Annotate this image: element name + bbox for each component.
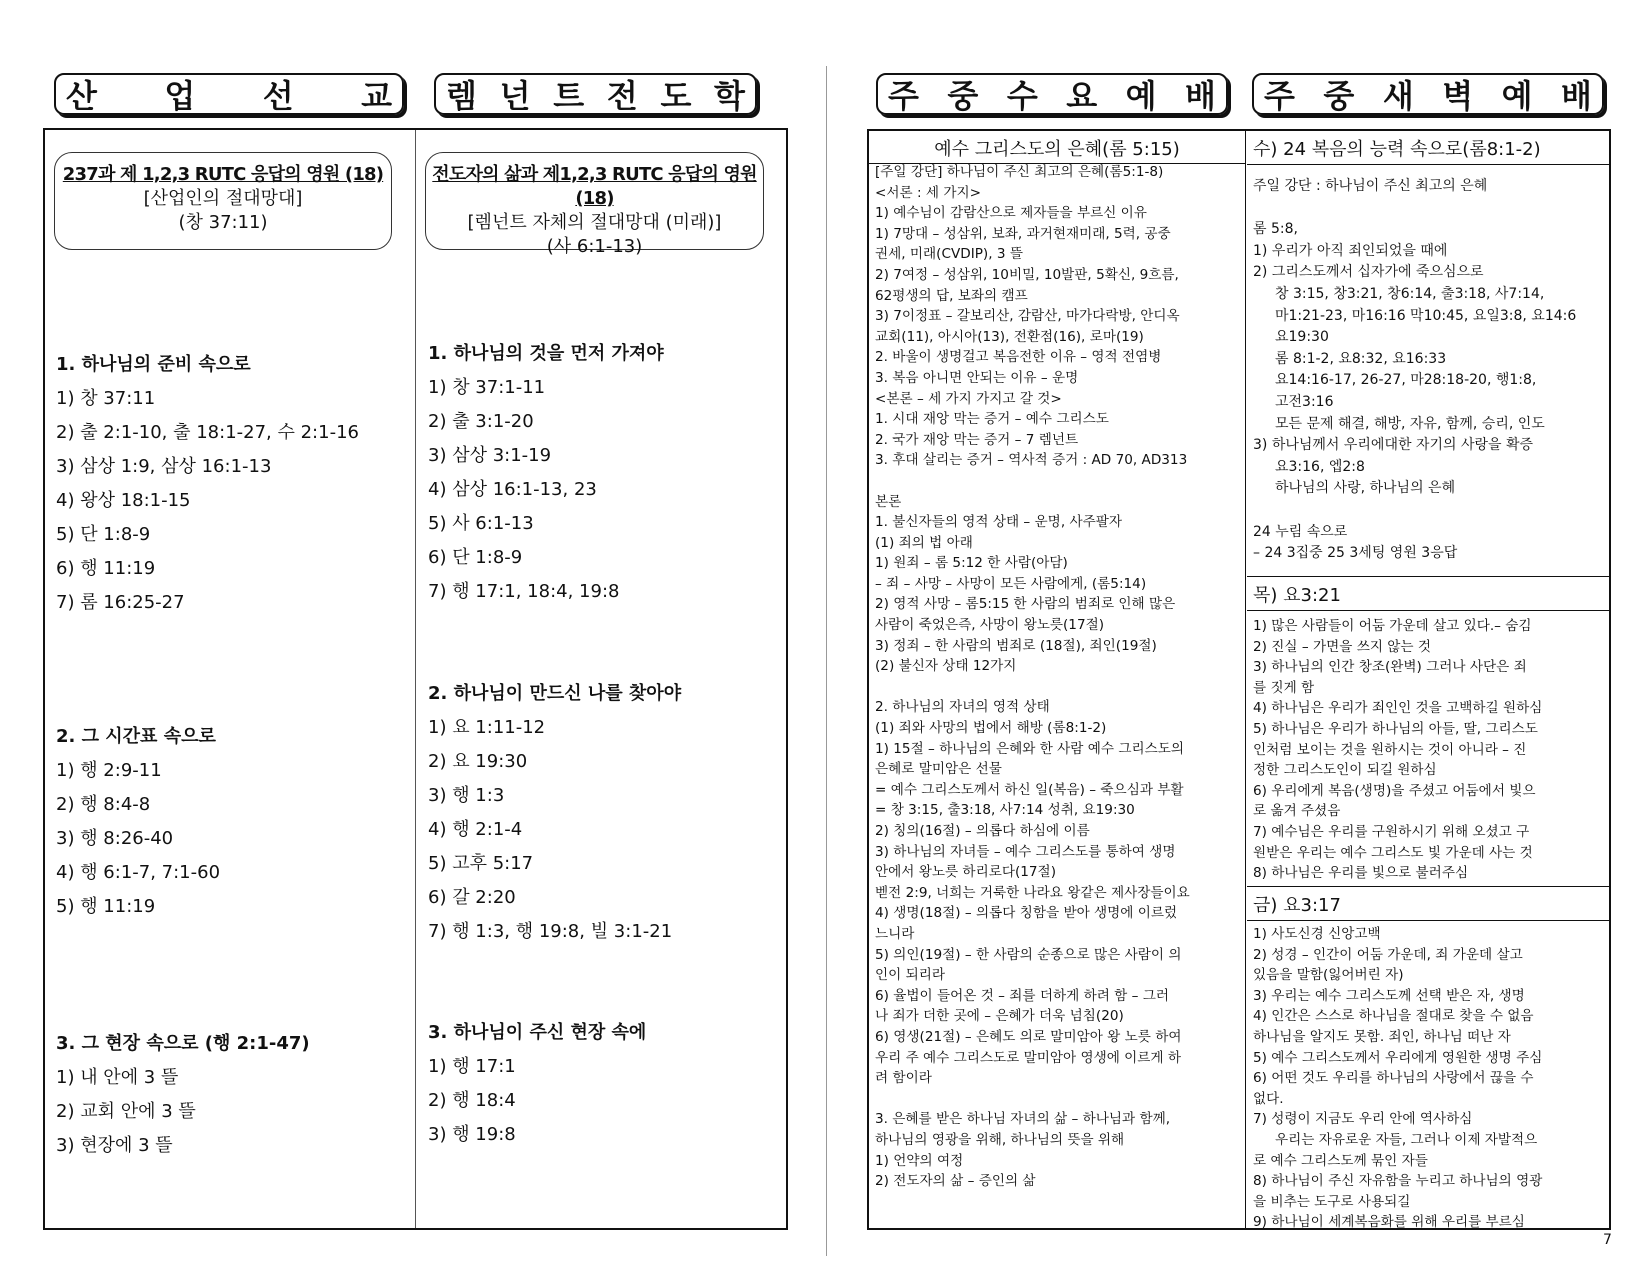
text-line: = 예수 그리스도께서 하신 일(복음) – 죽으심과 부활	[875, 781, 1184, 798]
text-line: 6) 어떤 것도 우리를 하나님의 사랑에서 끊을 수	[1253, 1070, 1534, 1087]
header-char: 렘	[446, 77, 477, 115]
text-line: 1) 예수님이 감람산으로 제자들을 부르신 이유	[875, 205, 1147, 222]
text-line: 5) 하나님은 우리가 하나님의 아들, 딸, 그리스도	[1253, 720, 1538, 737]
industrial-section-1	[56, 348, 359, 620]
text-line: 3) 7이정표 – 갈보리산, 감람산, 마가다락방, 안디옥	[875, 308, 1180, 325]
text-line: <본론 – 세 가지 가지고 갈 것>	[875, 390, 1062, 407]
text-line: 하나님의 사랑, 하나님의 은혜	[1275, 480, 1456, 497]
header-char: 주	[888, 77, 919, 115]
dawn-friday-body	[1253, 924, 1609, 1233]
dawn-friday-title: 금) 요3:17	[1253, 894, 1341, 916]
text-line: 롬 8:1-2, 요8:32, 요16:33	[1275, 350, 1447, 367]
list-item: 4) 삼상 16:1-13, 23	[428, 479, 597, 500]
list-item: 6) 갈 2:20	[428, 887, 516, 908]
dawn-wednesday-body	[1253, 176, 1609, 565]
text-line: – 죄 – 사망 – 사망이 모든 사람에게, (롬5:14)	[875, 575, 1147, 592]
text-line: 권세, 미래(CVDIP), 3 뜰	[875, 246, 1023, 263]
text-line: 본론	[875, 493, 902, 510]
page-number: 7	[1603, 1232, 1612, 1248]
header-char: 주	[1264, 77, 1295, 115]
section-head: 1. 하나님의 것을 먼저 가져야	[428, 343, 664, 364]
header-industrial-mission	[54, 73, 404, 115]
text-line: 2. 바울이 생명걸고 복음전한 이유 – 영적 전염병	[875, 349, 1162, 366]
list-item: 4) 행 6:1-7, 7:1-60	[56, 862, 221, 883]
text-line: 6) 영생(21절) – 은혜도 의로 말미암아 왕 노릇 하여	[875, 1028, 1182, 1045]
text-line: 마1:21-23, 마16:16 막10:45, 요일3:8, 요14:6	[1275, 307, 1577, 324]
text-line: 3. 후대 살리는 증거 – 역사적 증거 : AD 70, AD313	[875, 452, 1188, 469]
text-line: (1) 죄의 법 아래	[875, 534, 973, 551]
text-line: 로 옮겨 주셨음	[1253, 803, 1341, 820]
text-line: 1) 15절 – 하나님의 은혜와 한 사람 예수 그리스도의	[875, 740, 1184, 757]
header-char: 전	[606, 77, 638, 115]
text-line: 3) 우리는 예수 그리스도께 선택 받은 자, 생명	[1253, 987, 1525, 1004]
text-line: 우리는 자유로운 자들, 그러나 이제 자발적으	[1275, 1131, 1538, 1148]
header-char: 학	[714, 77, 745, 115]
text-line: 우리 주 예수 그리스도로 말미암아 영생에 이르게 하	[875, 1049, 1182, 1066]
text-line: 1) 언약의 여정	[875, 1152, 964, 1169]
text-line: 1) 우리가 아직 죄인되었을 때에	[1253, 242, 1448, 259]
list-item: 2) 출 2:1-10, 출 18:1-27, 수 2:1-16	[56, 422, 359, 443]
text-line: 모든 문제 해결, 해방, 자유, 함께, 승리, 인도	[1275, 415, 1545, 432]
list-item: 1) 창 37:11	[56, 388, 156, 409]
list-item: 3) 삼상 3:1-19	[428, 445, 552, 466]
text-line: 2) 칭의(16절) – 의롭다 하심에 이름	[875, 823, 1090, 839]
text-line: 2. 하나님의 자녀의 영적 상태	[875, 699, 1050, 716]
header-char: 새	[1382, 77, 1414, 115]
header-char: 요	[1066, 77, 1098, 115]
list-item: 5) 행 11:19	[56, 896, 156, 917]
list-item: 5) 사 6:1-13	[428, 513, 534, 534]
text-line: (2) 불신자 상태 12가지	[875, 658, 1017, 675]
text-line: 요3:16, 엡2:8	[1275, 458, 1365, 475]
header-char: 도	[660, 77, 692, 115]
list-item: 5) 고후 5:17	[428, 853, 534, 874]
list-item: 1) 창 37:1-11	[428, 377, 546, 398]
remnant-sermon-title	[425, 152, 764, 257]
industrial-section-3	[56, 1027, 310, 1163]
text-line: [주일 강단] 하나님이 주신 최고의 은혜(롬5:1-8)	[875, 164, 1164, 180]
text-line: 1. 시대 재앙 막는 증거 – 예수 그리스도	[875, 411, 1109, 428]
text-line: 요14:16-17, 26-27, 마28:18-20, 행1:8,	[1275, 372, 1537, 389]
text-line: 인이 되리라	[875, 967, 945, 984]
list-item: 2) 요 19:30	[428, 751, 528, 772]
text-line: 3) 하나님의 자녀들 – 예수 그리스도를 통하여 생명	[875, 843, 1176, 860]
header-char: 배	[1561, 77, 1592, 115]
list-item: 3) 행 8:26-40	[56, 828, 174, 849]
list-item: 2) 출 3:1-20	[428, 411, 534, 432]
text-line	[875, 471, 1243, 492]
list-item: 7) 행 1:3, 행 19:8, 빌 3:1-21	[428, 921, 673, 942]
right-column-divider	[1245, 130, 1246, 1229]
list-item: 2) 행 18:4	[428, 1090, 516, 1111]
text-line: 나 죄가 더한 곳에 – 은혜가 더욱 넘침(20)	[875, 1008, 1124, 1025]
header-remnant-evangelism	[434, 73, 757, 115]
text-line: 안에서 왕노릇 하리로다(17절)	[875, 864, 1056, 881]
section-head: 3. 그 현장 속으로 (행 2:1-47)	[56, 1033, 310, 1054]
section-head: 2. 하나님이 만드신 나를 찾아야	[428, 683, 682, 704]
text-line	[875, 677, 1243, 698]
dawn-thursday-body	[1253, 616, 1609, 884]
industrial-title-line3: (창 37:11)	[178, 212, 268, 233]
list-item: 7) 행 17:1, 18:4, 19:8	[428, 581, 620, 602]
remnant-section-1	[428, 337, 664, 609]
text-line: 1) 사도신경 신앙고백	[1253, 926, 1381, 942]
text-line: 1) 많은 사람들이 어둠 가운데 살고 있다.– 숨김	[1253, 618, 1532, 634]
list-item: 2) 행 8:4-8	[56, 794, 151, 815]
list-item: 3) 삼상 1:9, 삼상 16:1-13	[56, 456, 272, 477]
text-line: 7) 예수님은 우리를 구원하시기 위해 오셨고 구	[1253, 823, 1530, 840]
list-item: 2) 교회 안에 3 뜰	[56, 1101, 196, 1122]
text-line: 있음을 말함(잃어버린 자)	[1253, 967, 1404, 984]
remnant-section-3	[428, 1016, 646, 1152]
text-line: 62평생의 답, 보좌의 캠프	[875, 287, 1028, 304]
text-line: 3) 하나님의 인간 창조(완벽) 그러나 사단은 죄	[1253, 659, 1527, 676]
wednesday-sermon-title: 예수 그리스도의 은혜(롬 5:15)	[934, 138, 1180, 160]
list-item: 6) 단 1:8-9	[428, 547, 523, 568]
text-line: 1. 불신자들의 영적 상태 – 운명, 사주팔자	[875, 514, 1122, 531]
dawn-wednesday-rule	[1247, 164, 1609, 165]
text-line: 창 3:15, 창3:21, 창6:14, 출3:18, 사7:14,	[1275, 285, 1545, 302]
list-item: 4) 행 2:1-4	[428, 819, 523, 840]
list-item: 5) 단 1:8-9	[56, 524, 151, 545]
header-char: 예	[1501, 77, 1533, 115]
text-line: 5) 예수 그리스도께서 우리에게 영원한 생명 주심	[1253, 1049, 1543, 1066]
remnant-section-2	[428, 677, 681, 949]
text-line: 3) 하나님께서 우리에대한 자기의 사랑을 확증	[1253, 437, 1534, 454]
section-head: 3. 하나님이 주신 현장 속에	[428, 1022, 647, 1043]
text-line: 을 비추는 도구로 사용되길	[1253, 1193, 1411, 1210]
text-line: 인처럼 보이는 것을 원하시는 것이 아니라 – 진	[1253, 741, 1527, 758]
list-item: 6) 행 11:19	[56, 558, 156, 579]
left-column-divider	[415, 130, 416, 1228]
text-line: 하나님을 알지도 못함. 죄인, 하나님 떠난 자	[1253, 1028, 1511, 1045]
list-item: 3) 행 19:8	[428, 1124, 516, 1145]
list-item: 1) 행 17:1	[428, 1056, 516, 1077]
dawn-friday-rule	[1247, 920, 1609, 921]
text-line: 7) 성령이 지금도 우리 안에 역사하심	[1253, 1111, 1473, 1128]
text-line: <서론 : 세 가지>	[875, 184, 981, 201]
text-line: 로 예수 그리스도께 묶인 자들	[1253, 1152, 1428, 1169]
text-line: 고전3:16	[1275, 393, 1334, 410]
text-line: 1) 원죄 – 롬 5:12 한 사람(아담)	[875, 555, 1068, 572]
remnant-title-line3: (사 6:1-13)	[546, 236, 643, 257]
text-line: 8) 하나님은 우리를 빛으로 불러주심	[1253, 865, 1469, 882]
text-line: 주일 강단 : 하나님이 주신 최고의 은혜	[1253, 178, 1488, 194]
industrial-title-line1: 237과 제 1,2,3 RUTC 응답의 영원 (18)	[62, 164, 384, 185]
header-char: 트	[553, 77, 585, 115]
list-item: 1) 행 2:9-11	[56, 760, 162, 781]
list-item: 3) 행 1:3	[428, 785, 505, 806]
text-line: 2. 국가 재앙 막는 증거 – 7 렘넌트	[875, 431, 1079, 448]
text-line: = 창 3:15, 출3:18, 사7:14 성취, 요19:30	[875, 802, 1135, 819]
section-head: 1. 하나님의 준비 속으로	[56, 354, 251, 375]
text-line: 없다.	[1253, 1090, 1284, 1107]
list-item: 1) 요 1:11-12	[428, 717, 546, 738]
wednesday-sermon-body	[875, 162, 1243, 1192]
text-line: (1) 죄와 사망의 법에서 해방 (롬8:1-2)	[875, 720, 1107, 737]
text-line: 2) 전도자의 삶 – 증인의 삶	[875, 1173, 1036, 1190]
list-item: 7) 롬 16:25-27	[56, 592, 185, 613]
text-line: 6) 율법이 들어온 것 – 죄를 더하게 하려 함 – 그러	[875, 987, 1169, 1004]
industrial-title-line2: [산업인의 절대망대]	[143, 188, 303, 209]
dawn-wednesday-title: 수) 24 복음의 능력 속으로(롬8:1-2)	[1253, 138, 1541, 160]
text-line: 롬 5:8,	[1253, 221, 1298, 238]
text-line: 9) 하나님이 세계복음화를 위해 우리를 부르심	[1253, 1214, 1525, 1231]
header-char: 산	[66, 77, 97, 115]
header-char: 중	[947, 77, 979, 115]
header-char: 예	[1125, 77, 1157, 115]
header-char: 교	[361, 77, 392, 115]
industrial-section-2	[56, 720, 220, 924]
section-head: 2. 그 시간표 속으로	[56, 726, 216, 747]
remnant-title-line1: 전도자의 삶과 제1,2,3 RUTC 응답의 영원 (18)	[432, 164, 757, 209]
text-line: 4) 생명(18절) – 의롭다 칭함을 받아 생명에 이르렀	[875, 905, 1178, 922]
text-line: 3. 은혜를 받은 하나님 자녀의 삶 – 하나님과 함께,	[875, 1111, 1171, 1128]
text-line: 2) 7여정 – 성삼위, 10비밀, 10발판, 5확신, 9흐름,	[875, 266, 1179, 283]
remnant-title-line2: [렘넌트 자체의 절대망대 (미래)]	[467, 212, 722, 233]
text-line: 느니라	[875, 925, 915, 942]
text-line	[1253, 198, 1609, 220]
text-line: 4) 인간은 스스로 하나님을 절대로 찾을 수 없음	[1253, 1008, 1534, 1025]
header-char: 선	[262, 77, 294, 115]
text-line: 3. 복음 아니면 안되는 이유 – 운명	[875, 369, 1079, 386]
page-fold-line	[826, 66, 827, 1256]
text-line: 벧전 2:9, 너희는 거룩한 나라요 왕같은 제사장들이요	[875, 884, 1190, 901]
dawn-thursday-title: 목) 요3:21	[1253, 584, 1341, 606]
text-line: 3) 정죄 – 한 사람의 범죄로 (18절), 죄인(19절)	[875, 637, 1157, 654]
header-char: 배	[1185, 77, 1216, 115]
header-char: 중	[1323, 77, 1355, 115]
text-line: 5) 의인(19절) – 한 사람의 순종으로 많은 사람이 의	[875, 946, 1182, 963]
text-line: 2) 영적 사망 – 롬5:15 한 사람의 범죄로 인해 많은	[875, 596, 1176, 613]
list-item: 4) 왕상 18:1-15	[56, 490, 191, 511]
header-char: 수	[1006, 77, 1038, 115]
header-char: 벽	[1442, 77, 1474, 115]
text-line: 6) 우리에게 복음(생명)을 주셨고 어둠에서 빛으	[1253, 782, 1536, 799]
text-line: 려 함이라	[875, 1070, 932, 1087]
text-line: 1) 7망대 – 성삼위, 보좌, 과거현재미래, 5력, 공중	[875, 225, 1171, 242]
list-item: 1) 내 안에 3 뜰	[56, 1067, 179, 1088]
text-line	[875, 1089, 1243, 1110]
text-line: 사람이 죽었은즉, 사망이 왕노릇(17절)	[875, 617, 1105, 634]
text-line: 은혜로 말미암은 선물	[875, 761, 1002, 778]
text-line: 요19:30	[1275, 329, 1329, 346]
dawn-thursday-rule	[1247, 610, 1609, 611]
list-item: 3) 현장에 3 뜰	[56, 1135, 173, 1156]
text-line: – 24 3집중 25 3세팅 영원 3응답	[1253, 545, 1458, 562]
text-line: 2) 진실 – 가면을 쓰지 않는 것	[1253, 638, 1431, 655]
header-dawn-service	[1252, 73, 1604, 115]
header-char: 업	[164, 77, 196, 115]
text-line: 2) 그리스도께서 십자가에 죽으심으로	[1253, 264, 1484, 281]
text-line: 교회(11), 아시아(13), 전환점(16), 로마(19)	[875, 328, 1144, 345]
text-line: 하나님의 영광을 위해, 하나님의 뜻을 위해	[875, 1131, 1125, 1148]
text-line	[1253, 500, 1609, 522]
text-line: 정한 그리스도인이 되길 원하심	[1253, 762, 1437, 779]
text-line: 8) 하나님이 주신 자유함을 누리고 하나님의 영광	[1253, 1173, 1543, 1190]
header-char: 넌	[499, 77, 531, 115]
text-line: 원받은 우리는 예수 그리스도 빛 가운데 사는 것	[1253, 844, 1533, 861]
industrial-sermon-title	[54, 152, 392, 250]
text-line: 2) 성경 – 인간이 어둠 가운데, 죄 가운데 살고	[1253, 946, 1523, 963]
text-line: 4) 하나님은 우리가 죄인인 것을 고백하길 원하심	[1253, 700, 1543, 717]
text-line: 를 짓게 함	[1253, 679, 1315, 696]
text-line: 24 누림 속으로	[1253, 523, 1348, 540]
header-wednesday-service	[876, 73, 1228, 115]
